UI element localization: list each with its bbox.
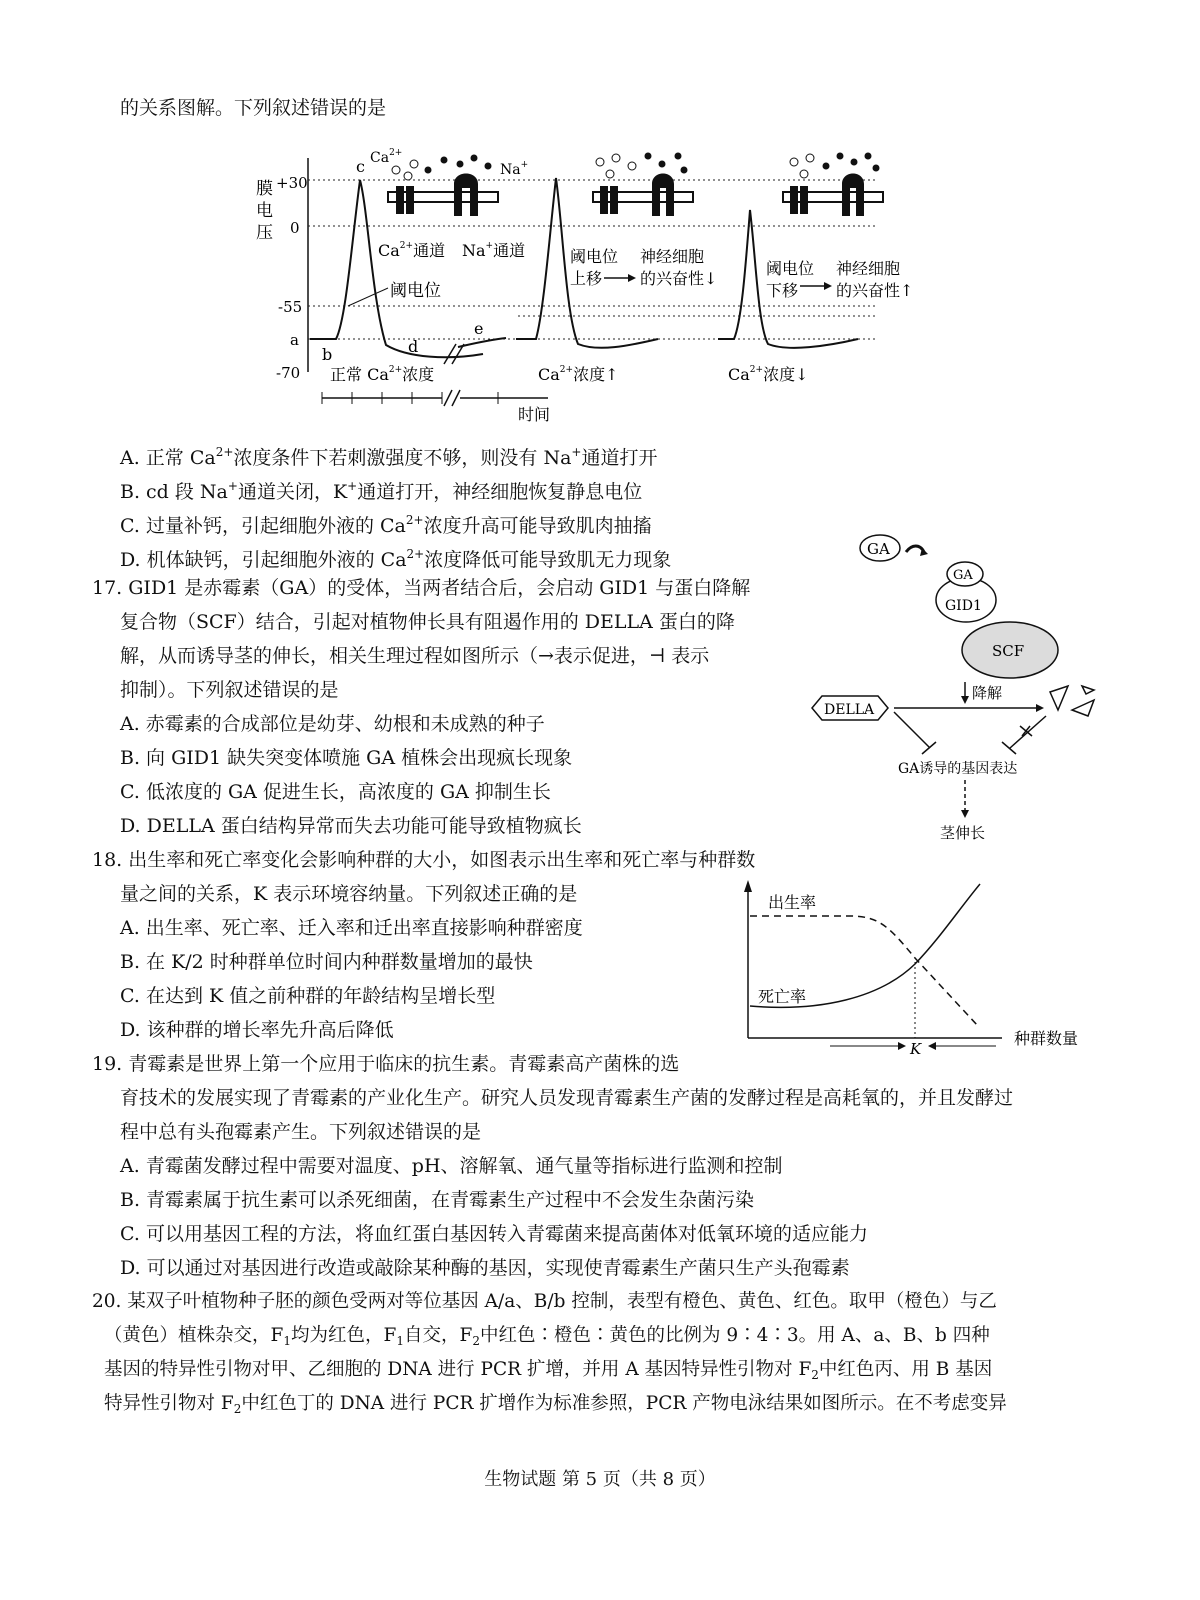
x-axis-label: 种群数量 <box>1014 1029 1079 1048</box>
tick-a: a <box>290 331 299 349</box>
effect2-excitability: 的兴奋性↓ <box>640 269 718 288</box>
y-axis-label-1: 膜 <box>256 179 273 199</box>
q19-option-d: D. 可以通过对基因进行改造或敲除某种酶的基因，实现使青霉素生产菌只生产头孢霉素 <box>120 1257 850 1279</box>
q16-intro: 的关系图解。下列叙述错误的是 <box>120 97 387 119</box>
membrane-potential-figure <box>248 140 914 425</box>
threshold-label: 阈电位 <box>390 281 441 301</box>
point-b: b <box>322 345 333 364</box>
na-ion-label: Na+ <box>500 160 529 178</box>
effect3-threshold: 阈电位 <box>766 259 815 278</box>
na-channel-label: Na+通道 <box>462 241 526 260</box>
q16-option-c: C. 过量补钙，引起细胞外液的 $Ca^{2+}$浓度升高可能导致肌肉抽搐 <box>120 513 652 537</box>
page-footer: 生物试题 第 5 页（共 8 页） <box>484 1469 716 1490</box>
effect2-threshold: 阈电位 <box>570 247 619 266</box>
q19-stem-line3: 程中总有头孢霉素产生。下列叙述错误的是 <box>120 1121 482 1143</box>
q17-stem-line3: 解，从而诱导茎的伸长，相关生理过程如图所示（→表示促进，⊣ 表示 <box>120 645 710 667</box>
q19-stem-line2: 育技术的发展实现了青霉素的产业化生产。研究人员发现青霉素生产菌的发酵过程是高耗氧的，并且发酵过 <box>120 1087 1014 1109</box>
effect3-excitability: 的兴奋性↑ <box>836 281 914 300</box>
action-potential-curve-3 <box>718 210 858 348</box>
q19-option-b: B. 青霉素属于抗生素可以杀死细菌，在青霉素生产过程中不会发生杂菌污染 <box>120 1189 755 1211</box>
condition-normal: 正常 $Ca^{2+}$浓度 <box>330 365 435 384</box>
condition-high: $Ca^{2+}$浓度↑ <box>538 365 619 384</box>
q17-option-d: D. DELLA 蛋白结构异常而失去功能可能导致植物疯长 <box>120 815 582 837</box>
della-label: DELLA <box>824 702 875 718</box>
q19-stem-line1: 19. 青霉素是世界上第一个应用于临床的抗生素。青霉素高产菌株的选 <box>92 1053 680 1075</box>
y-axis-label-2: 电 <box>256 201 273 221</box>
q17-option-a: A. 赤霉素的合成部位是幼芽、幼根和未成熟的种子 <box>120 713 545 735</box>
effect3-neuron: 神经细胞 <box>836 259 901 278</box>
q20-stem-line2: （黄色）植株杂交，$F_1$均为红色，$F_1$自交，$F_2$中红色∶橙色∶黄色的比例为 9∶4∶3。用 A、a、B、b 四种 <box>104 1325 990 1348</box>
ca-channel-label: $Ca^{2+}$通道 <box>378 241 446 260</box>
q16-option-a: A. 正常 $Ca^{2+}$浓度条件下若刺激强度不够，则没有 Na+通道打开 <box>120 445 658 469</box>
gid1-label: GID1 <box>945 598 982 614</box>
tick-0: 0 <box>290 219 300 237</box>
q17-stem-line2: 复合物（SCF）结合，引起对植物伸长具有阻遏作用的 DELLA 蛋白的降 <box>120 611 735 633</box>
q18-option-c: C. 在达到 K 值之前种群的年龄结构呈增长型 <box>120 985 496 1007</box>
q16-option-d: D. 机体缺钙，引起细胞外液的 $Ca^{2+}$浓度降低可能导致肌无力现象 <box>120 547 672 571</box>
q17-option-b: B. 向 GID1 缺失突变体喷施 GA 植株会出现疯长现象 <box>120 747 573 769</box>
q18-option-d: D. 该种群的增长率先升高后降低 <box>120 1019 394 1041</box>
q19-option-c: C. 可以用基因工程的方法，将血红蛋白基因转入青霉菌来提高菌体对低氧环境的适应能力 <box>120 1223 868 1245</box>
death-rate-label: 死亡率 <box>758 987 807 1006</box>
channel-group-2 <box>593 153 693 217</box>
q18-option-a: A. 出生率、死亡率、迁入率和迁出率直接影响种群密度 <box>120 917 583 939</box>
q19-option-a: A. 青霉菌发酵过程中需要对温度、pH、溶解氧、通气量等指标进行监测和控制 <box>120 1155 783 1177</box>
action-potential-curve-1b <box>458 338 506 347</box>
q18-option-b: B. 在 K/2 时种群单位时间内种群数量增加的最快 <box>120 951 533 973</box>
tick-minus70: -70 <box>276 364 301 382</box>
ga-free-label: GA <box>867 540 890 558</box>
tick-minus55: -55 <box>278 298 303 316</box>
channel-group-3 <box>783 153 883 217</box>
gene-expression-label: GA诱导的基因表达 <box>898 761 1018 777</box>
q18-stem-line1: 18. 出生率和死亡率变化会影响种群的大小，如图表示出生率和死亡率与种群数 <box>92 849 756 871</box>
channel-group-1 <box>388 155 498 217</box>
q16-option-b: B. cd 段 Na+通道关闭，K+通道打开，神经细胞恢复静息电位 <box>120 479 643 503</box>
q20-stem-line1: 20. 某双子叶植物种子胚的颜色受两对等位基因 A/a、B/b 控制，表型有橙色、黄色、红色。取甲（橙色）与乙 <box>92 1291 997 1312</box>
y-axis-label-3: 压 <box>256 223 273 243</box>
q17-option-c: C. 低浓度的 GA 促进生长，高浓度的 GA 抑制生长 <box>120 781 551 803</box>
tick-plus30: +30 <box>276 174 308 192</box>
birth-rate-label: 出生率 <box>768 893 817 912</box>
birth-death-rate-graph <box>740 878 1090 1058</box>
q18-stem-line2: 量之间的关系，K 表示环境容纳量。下列叙述正确的是 <box>120 883 578 905</box>
q17-stem-line4: 抑制）。下列叙述错误的是 <box>120 679 339 701</box>
scf-label: SCF <box>992 642 1025 660</box>
effect2-neuron: 神经细胞 <box>640 247 705 266</box>
q20-stem-line3: 基因的特异性引物对甲、乙细胞的 DNA 进行 PCR 扩增，并用 A 基因特异性引物对 $F_2$中红色丙、用 B 基因 <box>104 1359 993 1382</box>
effect2-shift: 上移 <box>570 269 603 288</box>
stem-elongation-label: 茎伸长 <box>940 824 986 842</box>
point-c: c <box>356 157 365 176</box>
k-label: K <box>910 1040 922 1058</box>
point-d: d <box>408 337 419 356</box>
ca-ion-label: $Ca^{2+}$ <box>370 148 403 166</box>
point-e: e <box>474 319 484 338</box>
ga-bound-label: GA <box>953 568 973 583</box>
q17-stem-line1: 17. GID1 是赤霉素（GA）的受体，当两者结合后，会启动 GID1 与蛋白降解 <box>92 577 751 599</box>
condition-low: $Ca^{2+}$浓度↓ <box>728 365 809 384</box>
ga-signaling-diagram <box>810 530 1100 845</box>
time-axis-label: 时间 <box>518 405 551 424</box>
degrade-label: 降解 <box>972 684 1003 702</box>
effect3-shift: 下移 <box>766 281 799 300</box>
q20-stem-line4: 特异性引物对 $F_2$中红色丁的 DNA 进行 PCR 扩增作为标准参照，PCR 产物电泳结果如图所示。在不考虑变异 <box>104 1393 1007 1416</box>
